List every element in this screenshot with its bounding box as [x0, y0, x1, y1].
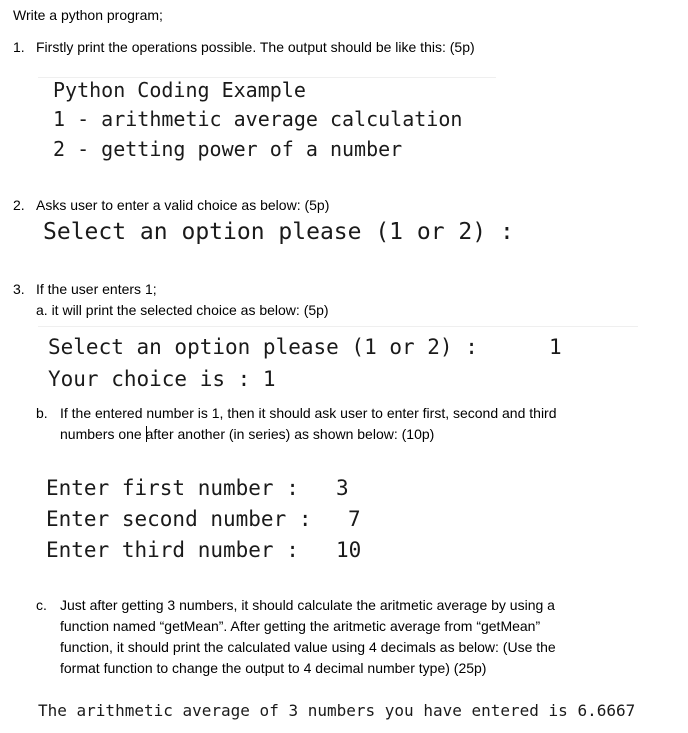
item-2-number: 2.	[13, 197, 25, 213]
item-3c-line-2: function named “getMean”. After getting the aritmetic average from “getMean”	[60, 618, 541, 634]
code-select-prompt-2: Select an option please (1 or 2) :	[48, 335, 478, 359]
item-1-text: Firstly print the operations possible. The output should be like this: (5p)	[36, 39, 475, 55]
item-3b-line-2: numbers one after another (in series) as shown below: (10p)	[60, 426, 435, 442]
code-output-average: The arithmetic average of 3 numbers you have entered is 6.6667	[38, 701, 636, 720]
code-line-title: Python Coding Example	[53, 78, 306, 102]
code-input-value-first: 3	[336, 476, 349, 500]
code-block-border	[38, 326, 638, 327]
item-3b-line-1: If the entered number is 1, then it should ask user to enter first, second and third	[60, 405, 557, 421]
item-3b-label: b.	[36, 405, 48, 421]
item-3c-line-3: function, it should print the calculated value using 4 decimals as below: (Use the	[60, 639, 556, 655]
item-3-text: If the user enters 1;	[36, 281, 157, 297]
item-3c-line-4: format function to change the output to 4 decimal number type) (25p)	[60, 660, 487, 676]
code-input-prompt-third: Enter third number :	[46, 538, 299, 562]
item-2-text: Asks user to enter a valid choice as below: (5p)	[36, 197, 330, 213]
code-input-prompt-first: Enter first number :	[46, 476, 299, 500]
code-select-value: 1	[549, 335, 562, 359]
code-select-prompt: Select an option please (1 or 2) :	[43, 219, 514, 245]
code-input-value-second: 7	[348, 507, 361, 531]
code-line-option-1: 1 - arithmetic average calculation	[53, 107, 463, 131]
intro-text: Write a python program;	[13, 7, 163, 23]
code-your-choice: Your choice is : 1	[48, 367, 276, 391]
item-1-number: 1.	[13, 39, 25, 55]
code-input-value-third: 10	[336, 538, 362, 562]
item-3c-line-1: Just after getting 3 numbers, it should calculate the aritmetic average by using a	[60, 597, 555, 613]
item-3a-text: a. it will print the selected choice as below: (5p)	[36, 302, 329, 318]
code-input-prompt-second: Enter second number :	[46, 507, 312, 531]
item-3c-label: c.	[36, 597, 47, 613]
item-3-number: 3.	[13, 281, 25, 297]
code-line-option-2: 2 - getting power of a number	[53, 137, 403, 161]
